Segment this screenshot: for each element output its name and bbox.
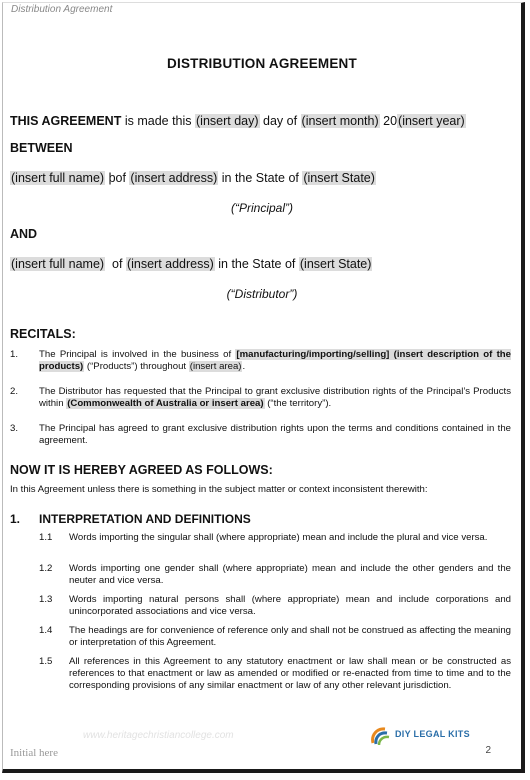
- document-page: [2, 2, 525, 773]
- between-heading: BETWEEN: [10, 141, 73, 155]
- insert-month-field: (insert month): [301, 114, 379, 128]
- party1-of: þof: [105, 171, 130, 185]
- recital-text: (“Products”) throughout: [84, 361, 189, 372]
- and-heading: AND: [10, 227, 38, 241]
- recital-text: .: [242, 361, 246, 372]
- clause-text: Words importing the singular shall (where appropriate) mean and include the plural and vice versa.: [69, 532, 488, 543]
- clause-text: All references in this Agreement to any statutory enactment or law shall mean or be constructed as references to that enactment or law as amended or modified or re-enacted from time to time and to the corresponding provisions of any similar enactment or law of any other relevant jurisdiction.: [69, 656, 511, 691]
- recital-1-area-field: (insert area): [189, 361, 242, 372]
- section-1-title: INTERPRETATION AND DEFINITIONS: [39, 512, 251, 526]
- agreed-heading: NOW IT IS HEREBY AGREED AS FOLLOWS:: [10, 463, 273, 477]
- party1-line: [10, 171, 376, 185]
- initial-here-label: Initial here: [10, 747, 58, 759]
- party1-state-text: in the State of: [218, 171, 303, 185]
- party2-state-text: in the State of: [214, 257, 299, 271]
- document-title: DISTRIBUTION AGREEMENT: [167, 56, 357, 71]
- agreement-text: 20: [379, 114, 398, 128]
- logo-swirl-icon: [369, 725, 391, 747]
- agreed-intro: In this Agreement unless there is something in the subject matter or context inconsistent therewith:: [10, 484, 428, 495]
- section-1-number: 1.: [10, 512, 21, 526]
- party2-state-field: (insert State): [299, 257, 372, 271]
- clause-number: 1.5: [39, 656, 53, 667]
- agreement-text: day of: [259, 114, 301, 128]
- clause-text: Words importing natural persons shall (where appropriate) mean and include corporations and unincorporated associations and vice versa.: [69, 594, 511, 617]
- header-note: Distribution Agreement: [11, 4, 113, 15]
- recital-number: 2.: [10, 386, 19, 397]
- agreement-line: [10, 114, 466, 128]
- principal-role: (“Principal”): [230, 201, 293, 215]
- recital-number: 1.: [10, 349, 19, 360]
- recital-text: The Distributor has requested that the Principal to grant exclusive distribution rights of the Principal’s Products within: [39, 386, 511, 409]
- party2-name-field: (insert full name): [11, 257, 105, 271]
- party2-address-field: (insert address): [126, 257, 214, 271]
- clause-number: 1.2: [39, 563, 53, 574]
- recital-text: The Principal is involved in the business of: [39, 349, 236, 360]
- party1-name-field: (insert full name): [11, 171, 105, 185]
- party1-state-field: (insert State): [303, 171, 375, 185]
- recital-number: 3.: [10, 423, 19, 434]
- recital-2: [39, 386, 511, 410]
- page-number: 2: [485, 745, 491, 756]
- agreement-lead: THIS AGREEMENT: [10, 114, 122, 128]
- clause-number: 1.4: [39, 625, 53, 636]
- distributor-role: (“Distributor”): [226, 287, 298, 301]
- insert-day-field: (insert day): [196, 114, 259, 128]
- recital-1: [39, 349, 511, 373]
- recital-1-business-field: [manufacturing/importing/selling] (insert description of the products): [39, 349, 511, 372]
- diy-legal-kits-logo: [369, 725, 470, 747]
- watermark-text: www.heritagechristiancollege.com: [83, 730, 234, 741]
- recital-3: The Principal has agreed to grant exclusive distribution rights upon the terms and conditions contained in the agreement.: [39, 423, 511, 446]
- clause-number: 1.3: [39, 594, 53, 605]
- agreement-text: is made this: [121, 114, 195, 128]
- clause-text: Words importing one gender shall (where appropriate) mean and include the other genders and the neuter and vice versa.: [69, 563, 511, 586]
- party2-of: of: [105, 257, 126, 271]
- party2-line: [10, 257, 372, 271]
- logo-text: DIY LEGAL KITS: [395, 728, 470, 739]
- clause-number: 1.1: [39, 532, 53, 543]
- clause-text: The headings are for convenience of reference only and shall not be construed as affecting the meaning or interpretation of this Agreement.: [69, 625, 511, 648]
- party1-address-field: (insert address): [130, 171, 218, 185]
- recital-text: (“the territory”).: [264, 398, 332, 409]
- recitals-heading: RECITALS:: [10, 327, 76, 341]
- recital-2-territory-field: (Commonwealth of Australia or insert area): [67, 398, 264, 409]
- logo-subtext: [395, 739, 470, 744]
- insert-year-field: (insert year): [398, 114, 465, 128]
